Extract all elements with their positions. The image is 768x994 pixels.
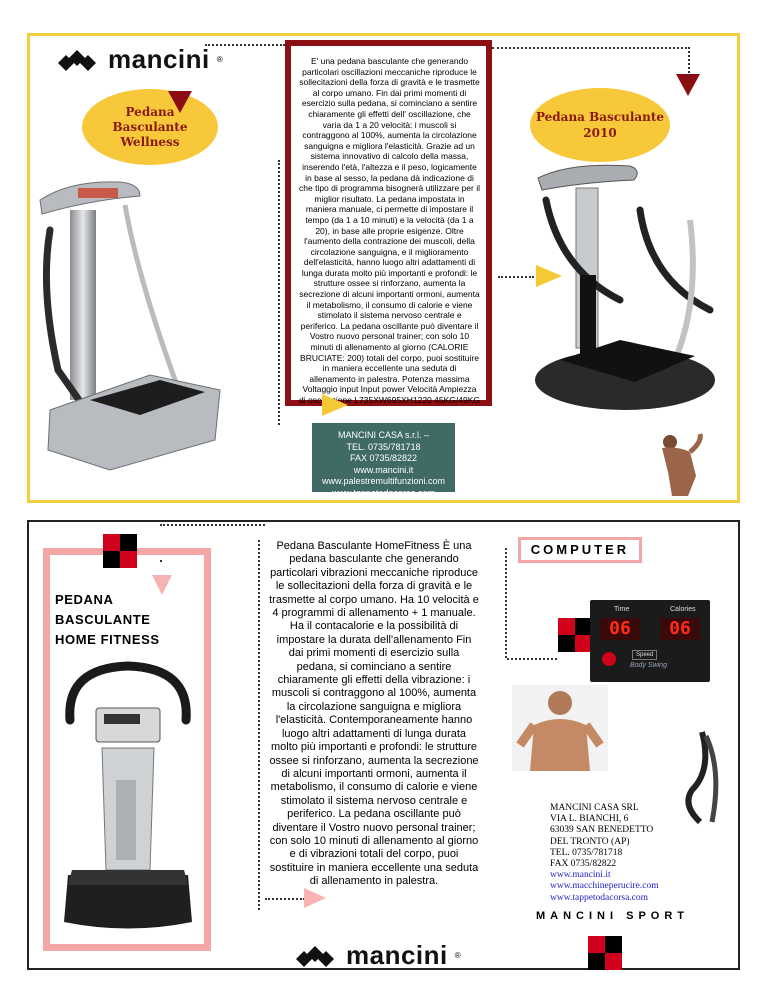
home-fitness-platform-image [58, 660, 198, 940]
speed-button[interactable]: Speed [632, 650, 657, 660]
time-readout: 06 [600, 618, 640, 640]
mancini-logo-icon [296, 945, 340, 967]
model-label: Body Swing [630, 662, 667, 669]
oval-line: Pedana [125, 104, 175, 119]
website-link[interactable]: www.tappetodacorsa.com [550, 892, 649, 903]
dotted-connector [505, 548, 507, 658]
info-line: www.tappetodacorsa.com [331, 487, 436, 498]
platform-2010-image [530, 160, 735, 420]
dotted-connector [498, 276, 534, 278]
website-link[interactable]: www.macchineperucire.com [550, 881, 659, 892]
wellness-platform-image [30, 170, 240, 475]
oval-2010 [530, 88, 670, 162]
computer-display [590, 600, 710, 682]
calories-readout: 06 [660, 618, 700, 640]
dotted-connector [278, 160, 280, 425]
time-label: Time [614, 606, 630, 613]
description-text: E' una pedana basculante che generando particolari oscillazioni meccaniche riproduce le sollecitazioni della forza di gravità e le trasmette al corpo umano. Fin dai primi momenti di esercizio sulla pedana, si cominciano a sentire chiaramente gli effetti dell' oscillazione, che varia da 1 a 20 velocità: i muscoli si contraggono al 100%, aumenta la circolazione sanguigna e migliora l'elasticità. Grazie ad un sistema innovativo di calcolo della massa, inserendo l'età, l'altezza e il peso, logicamente in base al sesso, la pedana dà indicazione di che tipo di programma bisognerà utilizzare per il miglior risultato. La pedana impostata in maniera manuale, ci permette di impostare il tempo (da 1 a 10 minuti) e la velocità (da 1 a 20), in base alle proprie esigenze. Oltre l'aumento della contrazione dei muscoli, della circolazione sanguigna, e il miglioramento dell'elasticità, hanno luogo altri adattamenti di lunga durata molto più importanti e profondi: le strutture ossee si rinforzano, aumenta la secrezione di alcuni importanti ormoni, aumenta il metabolismo, il consumo di calorie e viene stimolato il sistema nervoso centrale e periferico. La pedana oscillante può diventare il Vostro nuovo personal trainer; con solo 10 minuti di allenamento al giorno (CALORIE BRUCIATE: 200) totali del corpo, puoi sostituire in maniera eccellente una seduta di allenamento in palestra. Potenza massima Voltaggio input Input power Velocità Ampiezza di oscillazione L735XW695XH1220 45KG/49KG [299, 56, 480, 405]
oval-wellness [82, 89, 218, 165]
dotted-connector [507, 658, 557, 660]
oval-line: 2010 [583, 126, 617, 140]
oval-line: Wellness [120, 134, 180, 149]
info-line: TEL. 0735/781718 [346, 441, 421, 452]
mancini-logo-icon [58, 49, 102, 71]
calories-label: Calories [670, 606, 696, 613]
computer-label [518, 537, 642, 563]
brand-name: mancini [108, 44, 210, 74]
arrow-down-icon [676, 74, 700, 96]
address-block [550, 803, 690, 904]
info-line: www.mancini.it [353, 464, 414, 475]
arrow-down-icon [168, 91, 192, 113]
brand-logo-bottom: mancini ® [296, 940, 461, 971]
title-line: BASCULANTE [55, 612, 151, 627]
description-box-top [285, 40, 492, 406]
brand-name: mancini [346, 940, 448, 970]
oval-line: Basculante [112, 119, 188, 134]
address-line: MANCINI CASA SRL [550, 803, 639, 813]
contact-info-box [312, 423, 455, 498]
website-link[interactable]: www.mancini.it [550, 870, 611, 881]
title-line: HOME FITNESS [55, 632, 160, 647]
home-fitness-title [55, 590, 195, 650]
oval-line: Pedana Basculante [535, 110, 665, 124]
checker-square-icon [558, 618, 592, 652]
arrow-right-icon [322, 394, 348, 416]
dotted-connector [265, 898, 305, 900]
computer-label-text: COMPUTER [530, 542, 630, 557]
mancini-sport-label: MANCINI SPORT [536, 910, 689, 922]
checker-square-icon [588, 936, 622, 970]
dotted-connector [160, 560, 162, 562]
man-photo-top [650, 432, 708, 498]
info-line: www.palestremultifunzioni.com [321, 476, 446, 486]
description-text: Pedana Basculante HomeFitness È una pedana basculante che generando particolari vibrazioni meccaniche riproduce le sollecitazioni della forza di gravità e le trasmette al corpo umano. Ha 10 velocità e 4 programmi di allenamento + 1 manuale. Ha il contacalorie e la possibilità di impostare la durata dell'allenamento Fin dai primi momenti di esercizio sulla pedana, si cominciano a sentire chiaramente gli effetti della vibrazione: i muscoli si contraggono al 100%, aumenta la circolazione sanguigna e migliora l'elasticità. Contemporaneamente hanno luogo altri adattamenti di lunga durata molto più importanti e profondi: le strutture ossee si rinforzano, aumenta la secrezione di alcuni importanti ormoni, aumenta il metabolismo, il consumo di calorie e viene stimolato il sistema nervoso centrale e periferico. La pedana oscillante può diventare il Vostro nuovo personal trainer; con solo 10 minuti di allenamento al giorno e di vibrazioni totali del corpo, puoi sostituire in maniera eccellente una seduta di allenamento in palestra. [269, 540, 479, 888]
power-button-icon[interactable] [602, 652, 616, 666]
dotted-connector [205, 44, 285, 46]
dotted-connector [492, 47, 687, 49]
info-line: MANCINI CASA s.r.l. – [337, 430, 430, 440]
arrow-right-icon [304, 888, 326, 908]
dotted-connector [688, 47, 690, 73]
dotted-connector [258, 540, 260, 910]
title-line: PEDANA [55, 592, 114, 607]
address-line: 63039 SAN BENEDETTO [550, 825, 654, 836]
address-line: VIA L. BIANCHI, 6 [550, 814, 629, 825]
info-line: FAX 0735/82822 [349, 453, 418, 463]
dotted-connector [160, 524, 265, 526]
man-photo-bottom [512, 685, 608, 771]
address-line: TEL. 0735/781718 [550, 847, 623, 858]
description-box-bottom [268, 540, 480, 889]
address-line: DEL TRONTO (AP) [550, 836, 630, 847]
address-line: FAX 0735/82822 [550, 859, 617, 870]
checker-square-icon [103, 534, 137, 568]
brand-logo-top: mancini ® [58, 44, 223, 75]
